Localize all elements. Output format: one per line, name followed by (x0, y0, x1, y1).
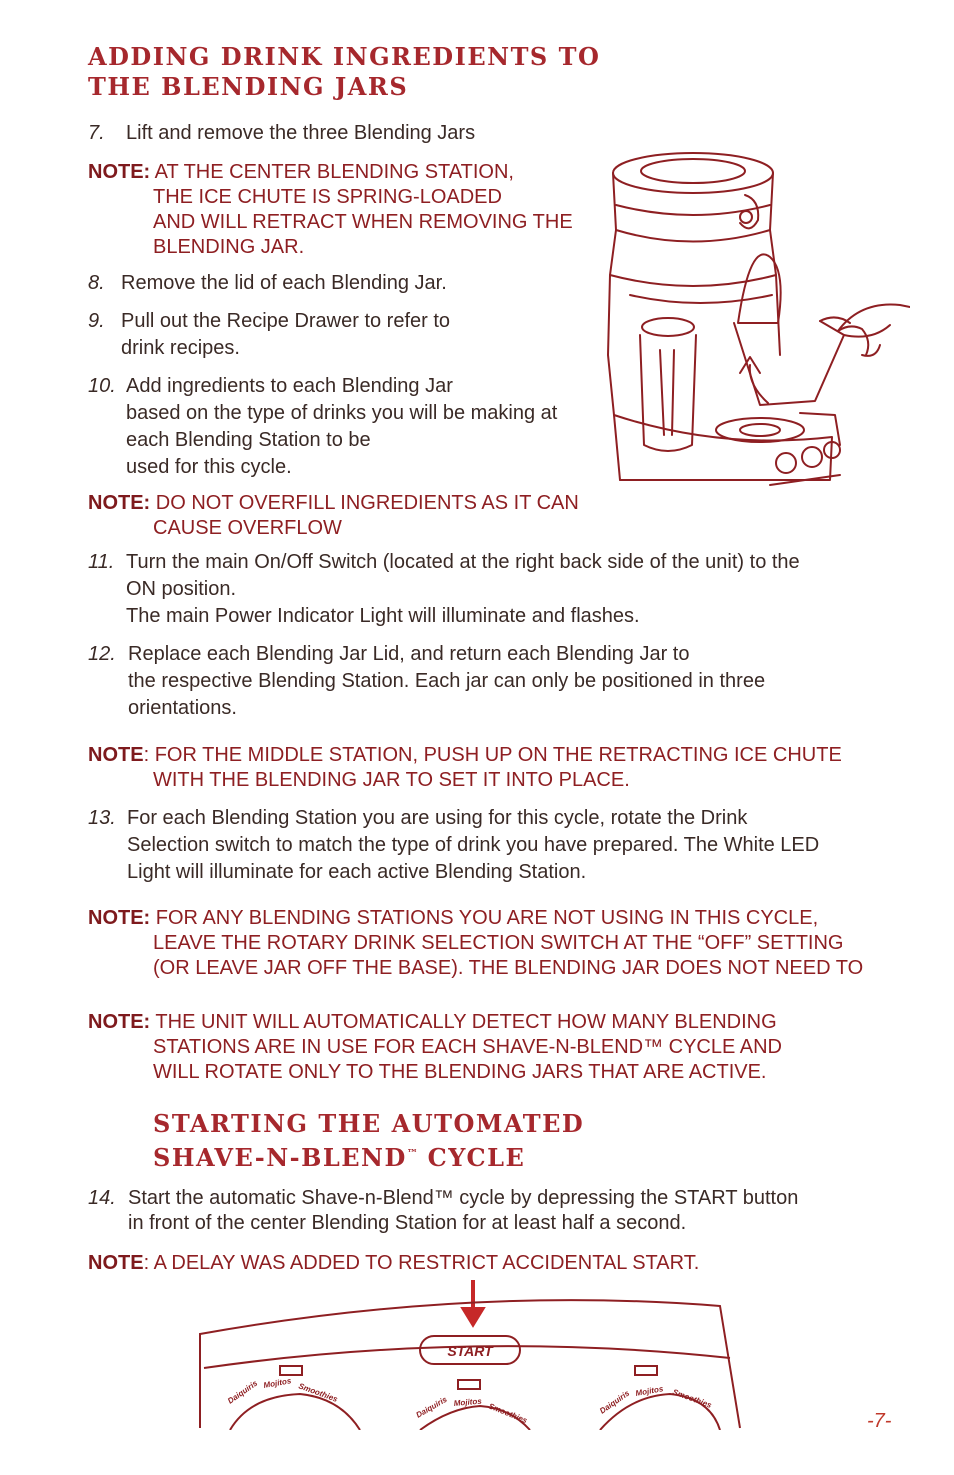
step-text: Pull out the Recipe Drawer to refer to (121, 310, 451, 332)
note-label: NOTE (88, 744, 144, 766)
note-text: AT THE CENTER BLENDING STATION, (154, 161, 514, 183)
note-text: A DELAY WAS ADDED TO RESTRICT ACCIDENTAL START. (153, 1252, 700, 1274)
note-text: AND WILL RETRACT WHEN REMOVING THE (153, 211, 573, 233)
step-text: Light will illuminate for each active Blending Station. (127, 861, 587, 883)
step-text: the respective Blending Station. Each jar can only be positioned in three (128, 670, 766, 692)
step-7 (88, 120, 475, 147)
note-delay (88, 1251, 699, 1276)
dial-label: Daiquiris (414, 1394, 449, 1420)
note-ice-chute (88, 160, 573, 260)
note-auto-detect (88, 1010, 782, 1085)
step-text: ON position. (126, 578, 237, 600)
step-text: based on the type of drinks you will be making at (126, 402, 558, 424)
step-number: 13. (88, 807, 116, 829)
step-8 (88, 270, 447, 297)
note-text: STATIONS ARE IN USE FOR EACH SHAVE-N-BLEND™ CYCLE AND (153, 1036, 783, 1058)
dial-label: Smoothies (487, 1401, 529, 1426)
step-number: 8. (88, 272, 105, 294)
note-text: THE UNIT WILL AUTOMATICALLY DETECT HOW MANY BLENDING (155, 1011, 777, 1033)
dial-label: Mojitos (262, 1376, 292, 1390)
step-text: Selection switch to match the type of drink you have prepared. The White LED (127, 834, 820, 856)
note-label: NOTE: (88, 907, 151, 929)
step-text: Replace each Blending Jar Lid, and return each Blending Jar to (128, 643, 690, 665)
step-number: 9. (88, 310, 105, 332)
trademark-symbol: ™ (406, 1147, 418, 1160)
step-number: 10. (88, 375, 116, 397)
step-text: Lift and remove the three Blending Jars (126, 122, 476, 144)
step-number: 11. (88, 551, 115, 573)
section-heading-starting-cycle (153, 1109, 584, 1173)
dial-label: Smoothies (297, 1381, 339, 1404)
step-text: Turn the main On/Off Switch (located at the right back side of the unit) to the (126, 551, 800, 573)
note-separator: : (143, 1252, 150, 1274)
note-label: NOTE: (88, 1011, 151, 1033)
step-13 (88, 805, 819, 886)
step-text: used for this cycle. (126, 456, 292, 478)
step-12 (88, 641, 765, 722)
step-14 (88, 1186, 798, 1236)
blender-machine-illustration (600, 145, 910, 490)
dial-label: Smoothies (671, 1387, 713, 1410)
heading-line: ADDING DRINK INGREDIENTS TO (88, 42, 601, 71)
note-middle-station (88, 743, 842, 793)
note-text: WITH THE BLENDING JAR TO SET IT INTO PLACE. (153, 769, 630, 791)
note-label: NOTE: (88, 492, 151, 514)
arrow-head-icon (462, 1308, 484, 1326)
step-10 (88, 373, 557, 481)
page-number: -7- (867, 1410, 892, 1432)
heading-line: THE BLENDING JARS (88, 72, 409, 101)
note-text: CAUSE OVERFLOW (153, 517, 342, 539)
start-panel-illustration (190, 1278, 750, 1430)
section-heading-adding-ingredients (88, 42, 600, 102)
note-overfill (88, 491, 579, 541)
note-text: FOR THE MIDDLE STATION, PUSH UP ON THE RETRACTING ICE CHUTE (154, 744, 842, 766)
heading-line (153, 1139, 584, 1173)
heading-text: CYCLE (417, 1143, 526, 1172)
note-separator: : (143, 744, 150, 766)
heading-text: SHAVE-N-BLEND (153, 1143, 407, 1172)
note-text: (OR LEAVE JAR OFF THE BASE). THE BLENDING JAR DOES NOT NEED TO (153, 957, 864, 979)
step-text: in front of the center Blending Station for at least half a second. (128, 1212, 687, 1234)
led-indicator (458, 1380, 480, 1389)
step-number: 12. (88, 643, 116, 665)
note-label: NOTE (88, 1252, 144, 1274)
note-label: NOTE: (88, 161, 151, 183)
note-text: DO NOT OVERFILL INGREDIENTS AS IT CAN (155, 492, 579, 514)
step-text: Add ingredients to each Blending Jar (126, 375, 453, 397)
step-text: drink recipes. (121, 337, 240, 359)
led-indicator (280, 1366, 302, 1375)
dial-label: Daiquiris (597, 1388, 632, 1416)
step-11 (88, 549, 800, 630)
step-text: each Blending Station to be (126, 429, 371, 451)
step-9 (88, 308, 450, 362)
led-indicator (635, 1366, 657, 1375)
step-text: orientations. (128, 697, 237, 719)
start-button-label: START (447, 1343, 493, 1359)
note-unused-stations (88, 906, 863, 981)
note-text: WILL ROTATE ONLY TO THE BLENDING JARS THAT ARE ACTIVE. (153, 1061, 767, 1083)
step-text: Start the automatic Shave-n-Blend™ cycle by depressing the START button (128, 1187, 799, 1209)
note-text: THE ICE CHUTE IS SPRING-LOADED (153, 186, 502, 208)
dial-label: Mojitos (634, 1384, 664, 1398)
dial-label: Mojitos (453, 1396, 483, 1408)
heading-line: STARTING THE AUTOMATED (153, 1109, 585, 1138)
dial-label: Daiquiris (225, 1378, 260, 1406)
step-text: The main Power Indicator Light will illuminate and flashes. (126, 605, 640, 627)
step-number: 14. (88, 1187, 116, 1209)
note-text: BLENDING JAR. (153, 236, 305, 258)
note-text: LEAVE THE ROTARY DRINK SELECTION SWITCH AT THE “OFF” SETTING (153, 932, 844, 954)
note-text: FOR ANY BLENDING STATIONS YOU ARE NOT USING IN THIS CYCLE, (155, 907, 819, 929)
step-text: Remove the lid of each Blending Jar. (121, 272, 447, 294)
step-text: For each Blending Station you are using for this cycle, rotate the Drink (127, 807, 748, 829)
step-number: 7. (88, 122, 105, 144)
